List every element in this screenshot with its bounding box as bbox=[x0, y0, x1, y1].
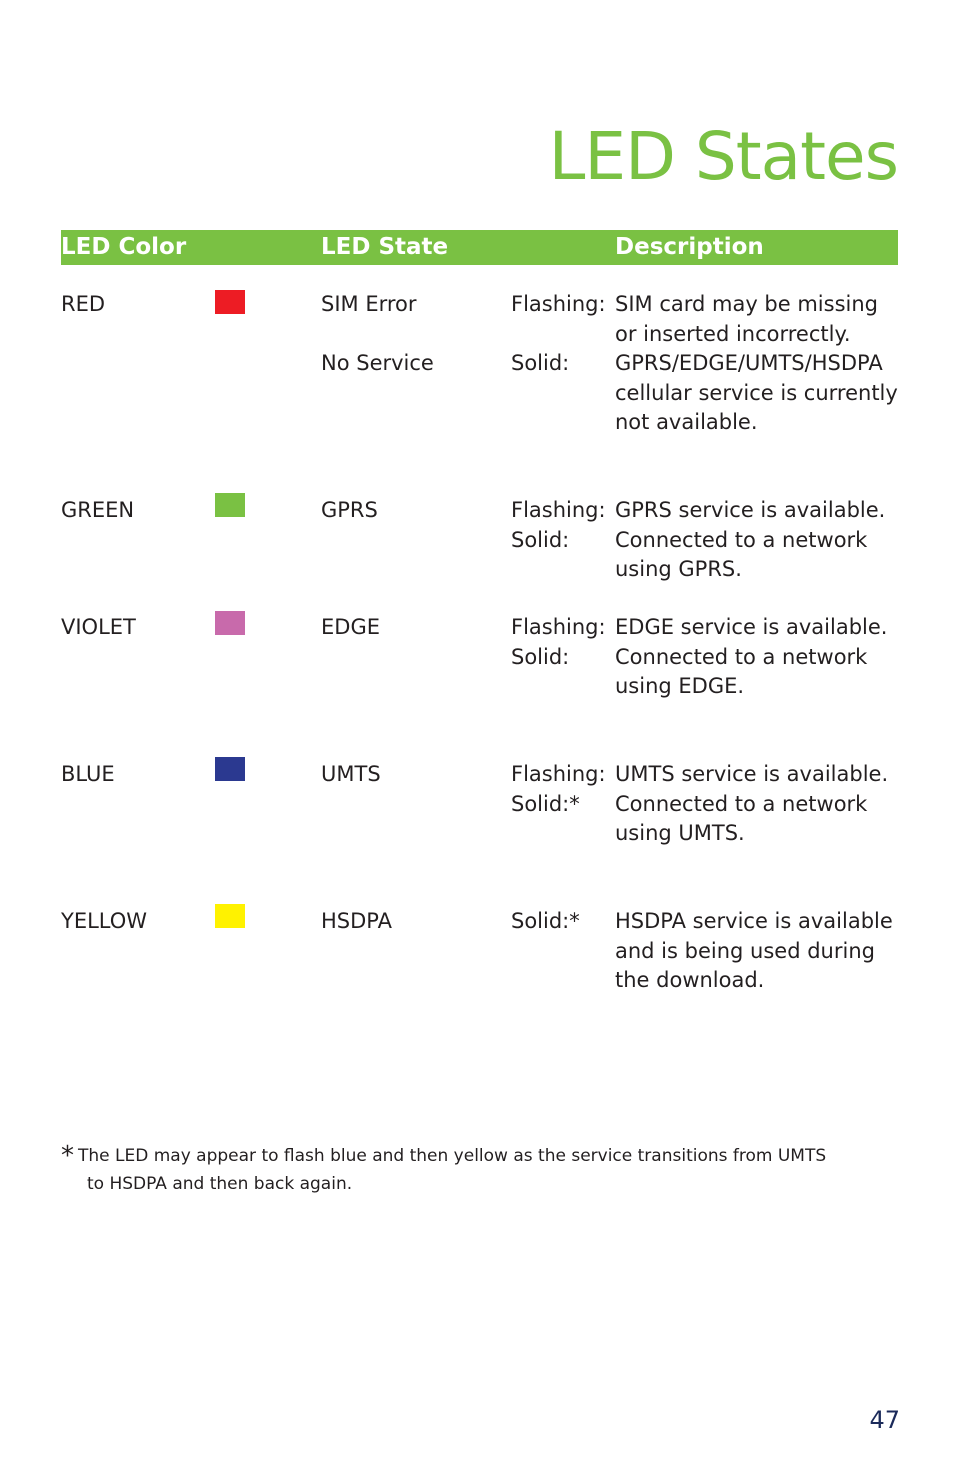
row-violet-desc-2a: Connected to a network bbox=[615, 644, 868, 669]
row-yellow-color-name: YELLOW bbox=[61, 909, 148, 933]
row-yellow-desc-1c: the download. bbox=[615, 968, 765, 992]
row-yellow-desc-1b: and is being used during bbox=[615, 938, 875, 963]
row-red-desc-2c: not available. bbox=[615, 410, 758, 434]
row-yellow-mode-1: Solid:* bbox=[511, 909, 580, 933]
row-red-color-name: RED bbox=[61, 292, 106, 316]
row-yellow-state-1: HSDPA bbox=[321, 909, 392, 933]
row-red-state-2: No Service bbox=[321, 351, 434, 375]
row-blue-desc-2b: using UMTS. bbox=[615, 821, 745, 845]
footnote bbox=[61, 1142, 901, 1198]
row-green-desc-2b: using GPRS. bbox=[615, 557, 742, 581]
header-description: Description bbox=[615, 234, 764, 260]
row-blue-mode-2: Solid:* bbox=[511, 791, 580, 816]
row-green-mode-1: Flashing: bbox=[511, 498, 606, 522]
footnote-line-1: The LED may appear to flash blue and then yellow as the service transitions from UMTS bbox=[78, 1146, 827, 1166]
table-header-bar bbox=[61, 230, 898, 265]
row-red-desc-2a: GPRS/EDGE/UMTS/HSDPA bbox=[615, 351, 883, 375]
row-red-mode-1: Flashing: bbox=[511, 292, 606, 316]
red-led-swatch bbox=[215, 290, 245, 314]
row-green-state-1: GPRS bbox=[321, 498, 378, 522]
row-green-desc-2a: Connected to a network bbox=[615, 527, 868, 552]
row-blue-desc-1a: UMTS service is available. bbox=[615, 762, 889, 786]
row-red-desc-2b: cellular service is currently bbox=[615, 380, 898, 405]
row-violet-mode-1: Flashing: bbox=[511, 615, 606, 639]
row-red-mode-2: Solid: bbox=[511, 351, 570, 375]
row-yellow-desc-1a: HSDPA service is available bbox=[615, 909, 893, 933]
yellow-led-swatch bbox=[215, 904, 245, 928]
row-blue-state-1: UMTS bbox=[321, 762, 381, 786]
header-led-state: LED State bbox=[321, 234, 449, 260]
row-violet-color-name: VIOLET bbox=[61, 615, 136, 639]
footnote-marker: * bbox=[61, 1141, 74, 1171]
row-green-mode-2: Solid: bbox=[511, 527, 570, 552]
row-blue-mode-1: Flashing: bbox=[511, 762, 606, 786]
row-red-state-1: SIM Error bbox=[321, 292, 417, 316]
footnote-line-2: to HSDPA and then back again. bbox=[87, 1174, 353, 1194]
row-violet-desc-2b: using EDGE. bbox=[615, 674, 745, 698]
row-green-color-name: GREEN bbox=[61, 498, 135, 522]
row-green-desc-1a: GPRS service is available. bbox=[615, 498, 886, 522]
page-number: 47 bbox=[869, 1406, 900, 1434]
row-violet-desc-1a: EDGE service is available. bbox=[615, 615, 888, 639]
row-violet-mode-2: Solid: bbox=[511, 644, 570, 669]
blue-led-swatch bbox=[215, 757, 245, 781]
green-led-swatch bbox=[215, 493, 245, 517]
page-title: LED States bbox=[548, 118, 898, 196]
header-led-color: LED Color bbox=[61, 234, 187, 260]
violet-led-swatch bbox=[215, 611, 245, 635]
row-blue-color-name: BLUE bbox=[61, 762, 115, 786]
row-red-desc-1a: SIM card may be missing bbox=[615, 292, 879, 316]
row-red-desc-1b: or inserted incorrectly. bbox=[615, 321, 851, 346]
row-violet-state-1: EDGE bbox=[321, 615, 380, 639]
row-blue-desc-2a: Connected to a network bbox=[615, 791, 868, 816]
